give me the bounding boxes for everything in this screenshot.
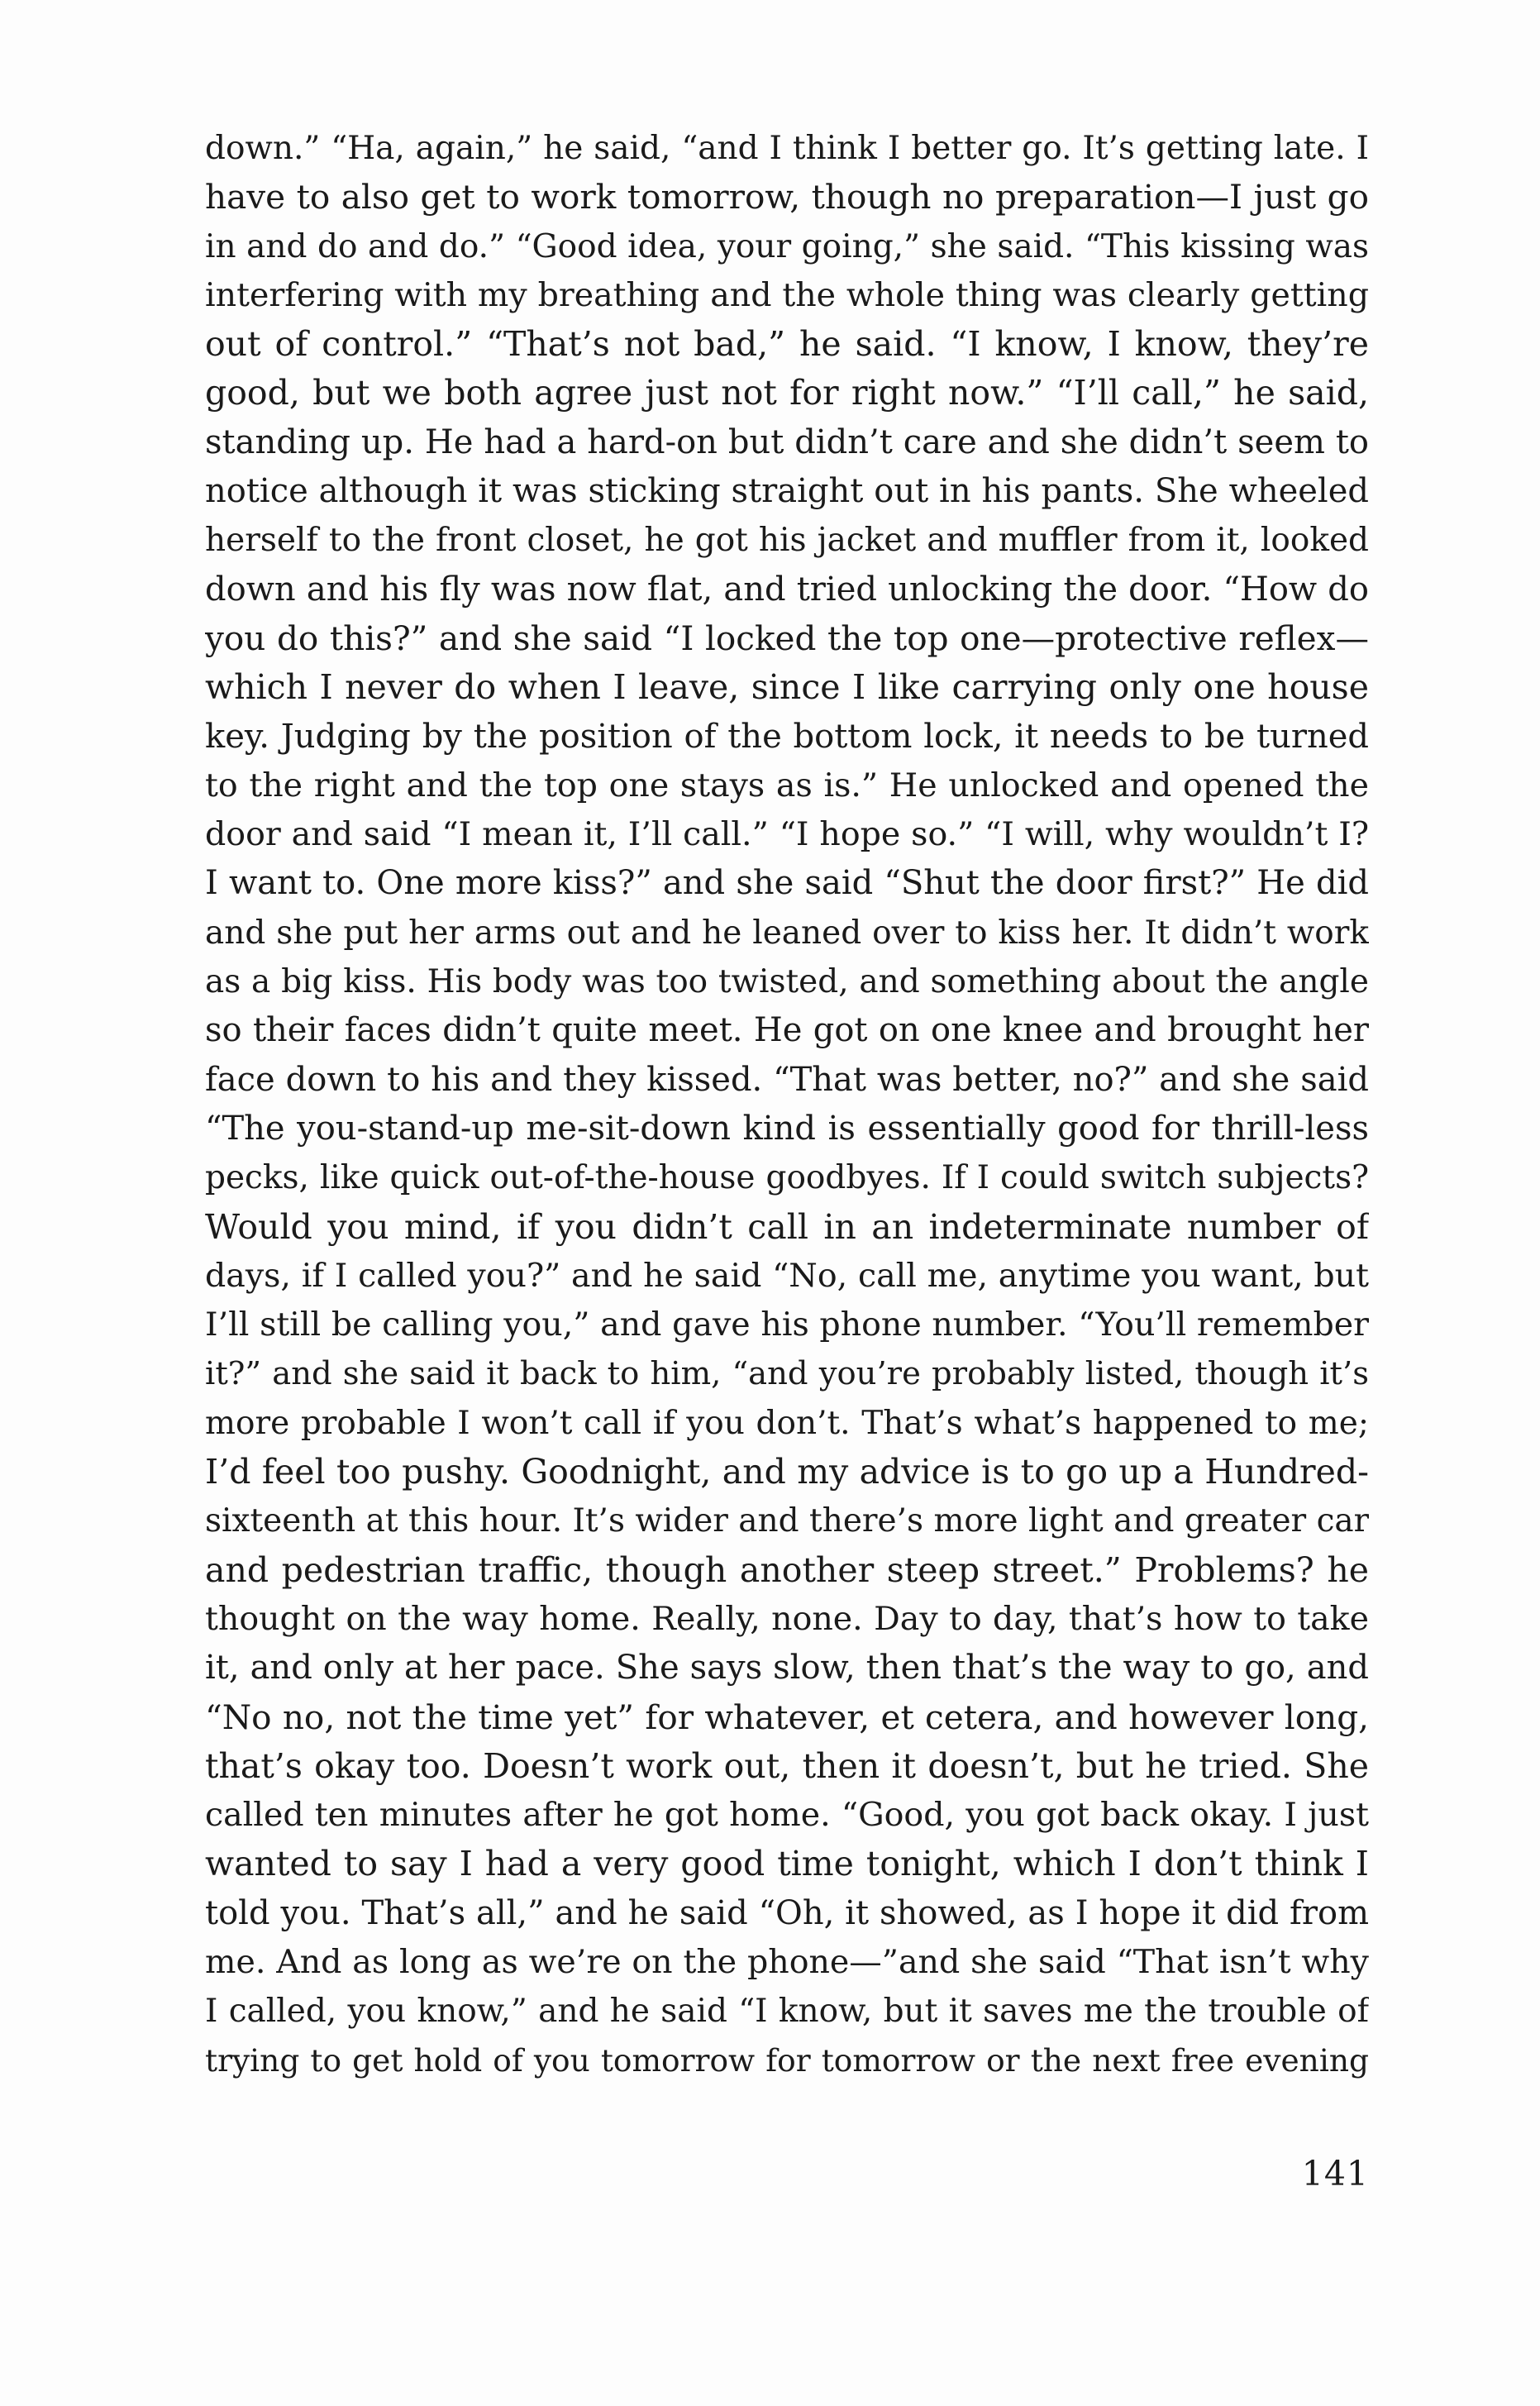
text-line: it, and only at her pace. She says slow, then that’s the way to go, and bbox=[205, 1649, 1369, 1688]
body-text bbox=[205, 124, 1369, 2085]
text-line: notice although it was sticking straight out in his pants. She wheeled bbox=[205, 472, 1369, 511]
text-line: me. And as long as we’re on the phone—”and she said “That isn’t why bbox=[205, 1942, 1369, 1981]
text-line: I want to. One more kiss?” and she said “Shut the door first?” He did bbox=[205, 864, 1369, 903]
text-line: down.” “Ha, again,” he said, “and I think I better go. It’s getting late. I bbox=[205, 130, 1369, 167]
text-line: “The you-stand-up me-sit-down kind is essentially good for thrill-less bbox=[205, 1109, 1369, 1148]
text-line: called ten minutes after he got home. “Good, you got back okay. I just bbox=[205, 1796, 1369, 1835]
text-line: pecks, like quick out-of-the-house goodbyes. If I could switch subjects? bbox=[205, 1159, 1369, 1197]
text-line: which I never do when I leave, since I like carrying only one house bbox=[205, 667, 1369, 708]
text-line: that’s okay too. Doesn’t work out, then it doesn’t, but he tried. She bbox=[205, 1745, 1369, 1786]
text-line: to the right and the top one stays as is.” He unlocked and opened the bbox=[205, 766, 1369, 804]
text-line: I called, you know,” and he said “I know, but it saves me the trouble of bbox=[205, 1993, 1369, 2031]
text-line: herself to the front closet, he got his jacket and muffler from it, looked bbox=[205, 522, 1369, 560]
text-line: trying to get hold of you tomorrow for tomorrow or the next free evening bbox=[205, 2041, 1369, 2079]
text-line: more probable I won’t call if you don’t. That’s what’s happened to me; bbox=[205, 1404, 1369, 1442]
text-line: so their faces didn’t quite meet. He got on one knee and brought her bbox=[205, 1011, 1369, 1050]
text-line: key. Judging by the position of the bottom lock, it needs to be turned bbox=[205, 717, 1369, 756]
text-line: sixteenth at this hour. It’s wider and there’s more light and greater car bbox=[205, 1502, 1369, 1540]
text-line: told you. That’s all,” and he said “Oh, it showed, as I hope it did from bbox=[205, 1893, 1369, 1932]
text-line: standing up. He had a hard-on but didn’t care and she didn’t seem to bbox=[205, 422, 1369, 461]
text-line: door and said “I mean it, I’ll call.” “I hope so.” “I will, why wouldn’t I? bbox=[205, 815, 1369, 854]
text-line: days, if I called you?” and he said “No, call me, anytime you want, but bbox=[205, 1256, 1369, 1295]
text-line: as a big kiss. His body was too twisted, and something about the angle bbox=[205, 963, 1369, 1001]
text-line: “No no, not the time yet” for whatever, et cetera, and however long, bbox=[205, 1697, 1369, 1737]
text-line: good, but we both agree just not for right now.” “I’ll call,” he said, bbox=[205, 373, 1369, 413]
text-line: you do this?” and she said “I locked the top one—protective reflex— bbox=[205, 618, 1369, 658]
page-number: 141 bbox=[1301, 2154, 1369, 2194]
text-line: I’ll still be calling you,” and gave his phone number. “You’ll remember bbox=[205, 1306, 1369, 1344]
text-line: in and do and do.” “Good idea, your going,” she said. “This kissing was bbox=[205, 227, 1369, 265]
text-line: wanted to say I had a very good time tonight, which I don’t think I bbox=[205, 1844, 1369, 1884]
text-line: interfering with my breathing and the whole thing was clearly getting bbox=[205, 275, 1369, 314]
text-line: out of control.” “That’s not bad,” he said. “I know, I know, they’re bbox=[205, 324, 1369, 365]
text-line: I’d feel too pushy. Goodnight, and my advice is to go up a Hundred- bbox=[205, 1452, 1369, 1492]
text-line: thought on the way home. Really, none. Day to day, that’s how to take bbox=[205, 1599, 1369, 1638]
text-line: it?” and she said it back to him, “and you’re probably listed, though it’s bbox=[205, 1355, 1369, 1393]
text-line: Would you mind, if you didn’t call in an indeterminate number of bbox=[205, 1206, 1369, 1247]
text-line: and pedestrian traffic, though another steep street.” Problems? he bbox=[205, 1549, 1369, 1590]
text-line: have to also get to work tomorrow, though no preparation—I just go bbox=[205, 177, 1369, 217]
text-line: face down to his and they kissed. “That was better, no?” and she said bbox=[205, 1060, 1369, 1099]
text-line: and she put her arms out and he leaned over to kiss her. It didn’t work bbox=[205, 914, 1369, 952]
text-line: down and his fly was now flat, and tried unlocking the door. “How do bbox=[205, 570, 1369, 609]
